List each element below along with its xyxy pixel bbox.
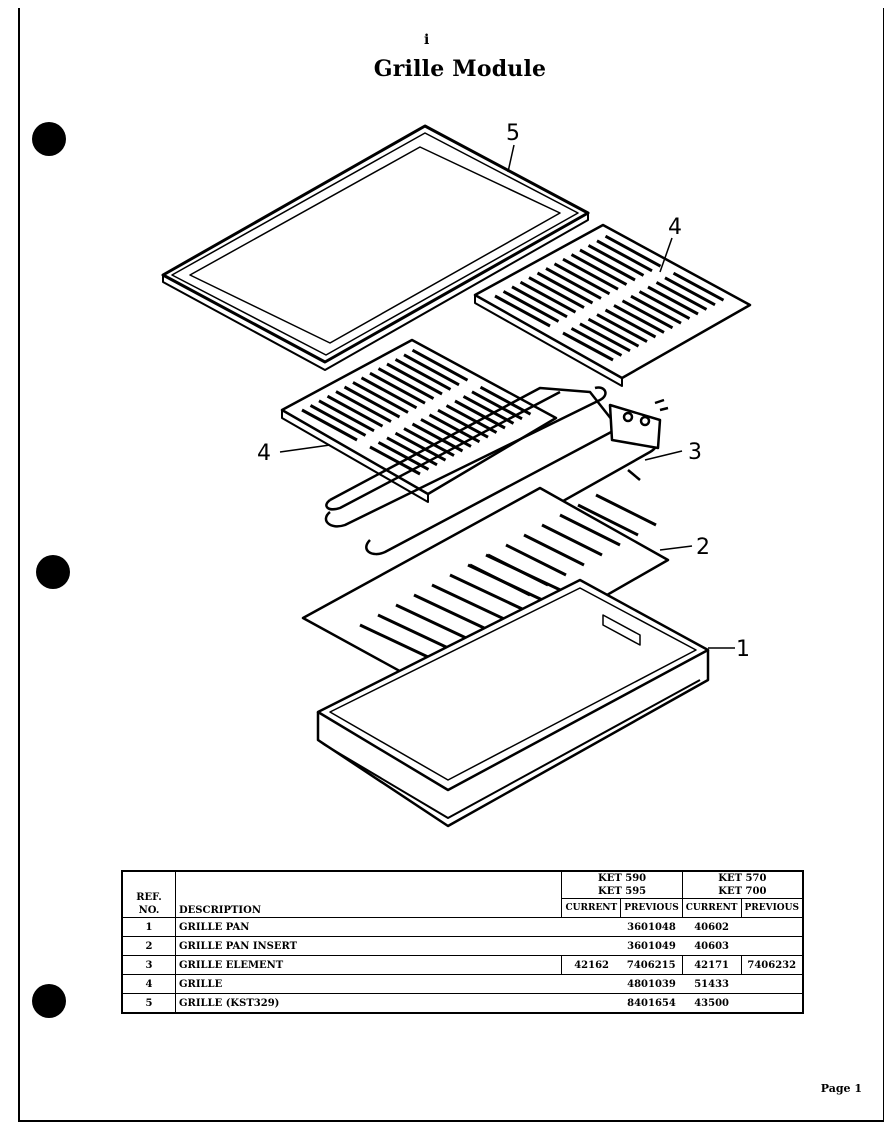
current-cell xyxy=(562,937,621,956)
current-cell: 40602 xyxy=(682,918,741,937)
callout-4-left: 4 xyxy=(257,441,271,466)
current-cell xyxy=(562,975,621,994)
table-row xyxy=(122,975,803,994)
part-5-grille-cover xyxy=(163,126,588,370)
callout-1: 1 xyxy=(736,637,750,662)
callout-2: 2 xyxy=(696,535,710,560)
sub-header: PREVIOUS xyxy=(741,899,803,918)
sub-header: CURRENT xyxy=(562,899,621,918)
table-row xyxy=(122,937,803,956)
desc-cell: GRILLE xyxy=(176,975,562,994)
table-row xyxy=(122,994,803,1014)
current-cell: 40603 xyxy=(682,937,741,956)
ref-cell: 4 xyxy=(122,975,176,994)
ref-cell: 1 xyxy=(122,918,176,937)
table-row xyxy=(122,918,803,937)
description-header: DESCRIPTION xyxy=(176,871,562,918)
ref-cell: 2 xyxy=(122,937,176,956)
previous-cell xyxy=(741,994,803,1014)
desc-cell: GRILLE PAN xyxy=(176,918,562,937)
desc-cell: GRILLE ELEMENT xyxy=(176,956,562,975)
model-label: KET 700 xyxy=(718,886,767,897)
ref-cell: 5 xyxy=(122,994,176,1014)
previous-cell: 7406232 xyxy=(741,956,803,975)
binder-hole-bottom xyxy=(32,984,66,1018)
previous-cell: 3601048 xyxy=(621,918,683,937)
previous-cell: 8401654 xyxy=(621,994,683,1014)
part-4-grille-left xyxy=(282,340,556,502)
previous-cell: 4801039 xyxy=(621,975,683,994)
previous-cell xyxy=(741,918,803,937)
page-number: Page 1 xyxy=(820,1082,862,1095)
previous-cell xyxy=(741,975,803,994)
desc-cell: GRILLE PAN INSERT xyxy=(176,937,562,956)
current-cell xyxy=(562,918,621,937)
model-group-2 xyxy=(682,871,803,899)
parts-table xyxy=(121,870,804,1014)
model-label: KET 570 xyxy=(718,873,767,884)
callout-4-right: 4 xyxy=(668,215,682,240)
model-label: KET 595 xyxy=(598,886,647,897)
sub-header: PREVIOUS xyxy=(621,899,683,918)
current-cell: 42162 xyxy=(562,956,621,975)
model-group-1 xyxy=(562,871,682,899)
previous-cell xyxy=(741,937,803,956)
sub-header: CURRENT xyxy=(682,899,741,918)
page-title: Grille Module xyxy=(373,56,547,82)
current-cell: 51433 xyxy=(682,975,741,994)
header-mark: i xyxy=(424,32,430,48)
desc-cell: GRILLE (KST329) xyxy=(176,994,562,1014)
previous-cell: 3601049 xyxy=(621,937,683,956)
callout-3: 3 xyxy=(688,440,702,465)
table-row xyxy=(122,956,803,975)
previous-cell: 7406215 xyxy=(621,956,683,975)
callout-5: 5 xyxy=(506,121,520,146)
model-label: KET 590 xyxy=(598,873,647,884)
current-cell: 43500 xyxy=(682,994,741,1014)
current-cell xyxy=(562,994,621,1014)
ref-cell: 3 xyxy=(122,956,176,975)
current-cell: 42171 xyxy=(682,956,741,975)
ref-no-header: REF. NO. xyxy=(122,871,176,918)
